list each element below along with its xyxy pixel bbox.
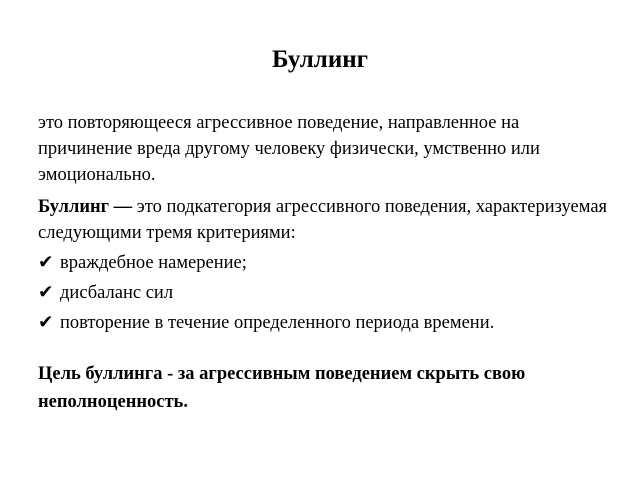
criteria-item	[38, 250, 613, 276]
check-mark-icon: ✔	[38, 253, 54, 273]
slide-title: Буллинг	[272, 46, 368, 73]
intro-paragraph: это повторяющееся агрессивное поведение, направленное на причинение вреда другому человеку физически, умственно или эмоционально.	[38, 113, 540, 185]
definition-text: это подкатегория агрессивного поведения, характеризуемая следующими тремя критериями:	[38, 197, 608, 243]
definition-term: Буллинг —	[38, 197, 133, 217]
criteria-item-text: дисбаланс сил	[60, 283, 174, 303]
goal-statement: Цель буллинга - за агрессивным поведением скрыть свою неполноценность.	[38, 364, 526, 412]
criteria-item-text: враждебное намерение;	[60, 253, 247, 273]
criteria-item	[38, 310, 613, 336]
check-mark-icon: ✔	[38, 283, 54, 303]
slide-body	[38, 110, 613, 336]
criteria-list	[38, 250, 613, 336]
criteria-item-text: повторение в течение определенного периода времени.	[60, 313, 495, 333]
definition-paragraph	[38, 194, 613, 246]
criteria-item	[38, 280, 613, 306]
check-mark-icon: ✔	[38, 313, 54, 333]
